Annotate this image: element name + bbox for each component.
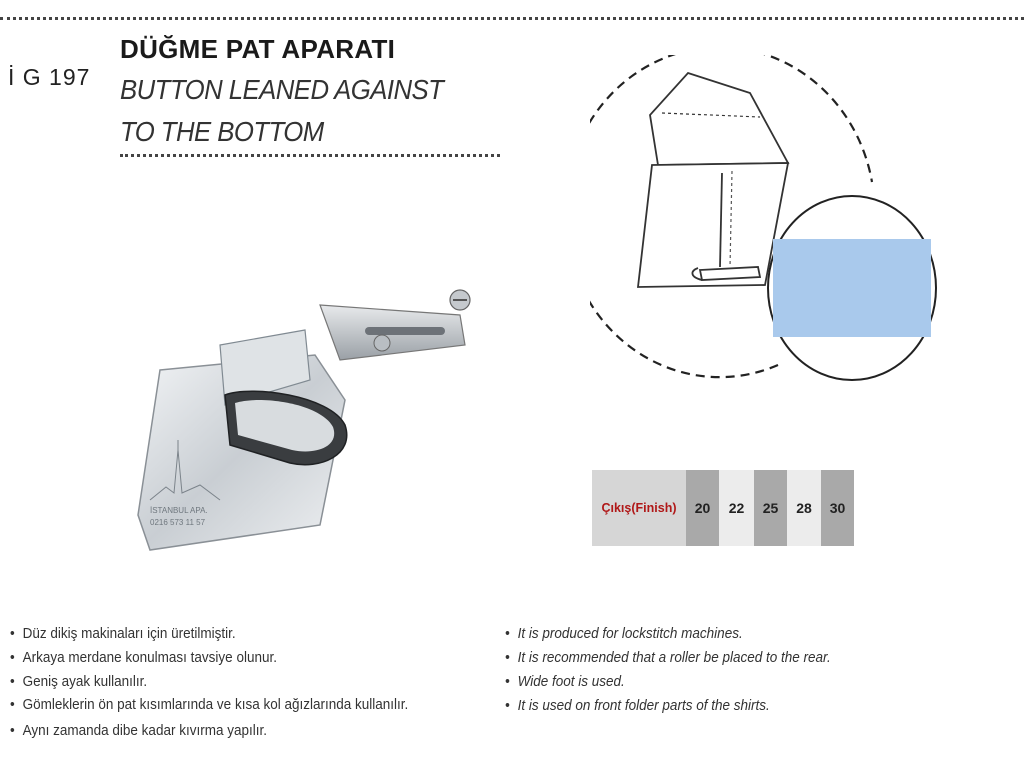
feature-tr-item: • Aynı zamanda dibe kadar kıvırma yapılır. [10, 719, 433, 743]
finish-size-22: 22 [719, 470, 754, 546]
features-english [505, 622, 937, 718]
finish-size-table [592, 470, 854, 546]
title-turkish: DÜĞME PAT APARATI [120, 34, 396, 64]
sewing-folder-attachment-icon [130, 285, 490, 555]
title-dotted-divider [120, 154, 500, 157]
feature-en-item: • It is used on front folder parts of the shirts. [505, 694, 937, 718]
engraving-line1: İSTANBUL APA. [150, 506, 208, 515]
title-english-line2: TO THE BOTTOM [120, 116, 324, 147]
engraving-line2: 0216 573 11 57 [150, 518, 206, 527]
folder-diagram-icon [590, 55, 940, 385]
feature-tr-item: • Düz dikiş makinaları için üretilmiştir. [10, 622, 433, 646]
finish-size-30: 30 [821, 470, 854, 546]
folded-fabric-drawing [638, 73, 788, 287]
feature-tr-item: • Gömleklerin ön pat kısımlarında ve kısa kol ağızlarında kullanılır. [10, 694, 433, 716]
feature-en-item: • It is produced for lockstitch machines. [505, 622, 937, 646]
product-code: İ G 197 [8, 64, 91, 90]
title-english-line1: BUTTON LEANED AGAINST [120, 74, 444, 105]
feature-en-item: • Wide foot is used. [505, 670, 937, 694]
feature-tr-item: • Geniş ayak kullanılır. [10, 670, 433, 694]
finish-size-28: 28 [787, 470, 821, 546]
top-dotted-divider [0, 17, 1024, 20]
slot [365, 327, 445, 335]
fabric-swatch [773, 239, 931, 337]
features-turkish [10, 622, 433, 743]
feature-tr-item: • Arkaya merdane konulması tavsiye olunur. [10, 646, 433, 670]
finish-size-25: 25 [754, 470, 787, 546]
feature-en-item: • It is recommended that a roller be placed to the rear. [505, 646, 937, 670]
screw-2 [374, 335, 390, 351]
finish-size-20: 20 [686, 470, 719, 546]
finish-label: Çıkış(Finish) [592, 470, 686, 546]
